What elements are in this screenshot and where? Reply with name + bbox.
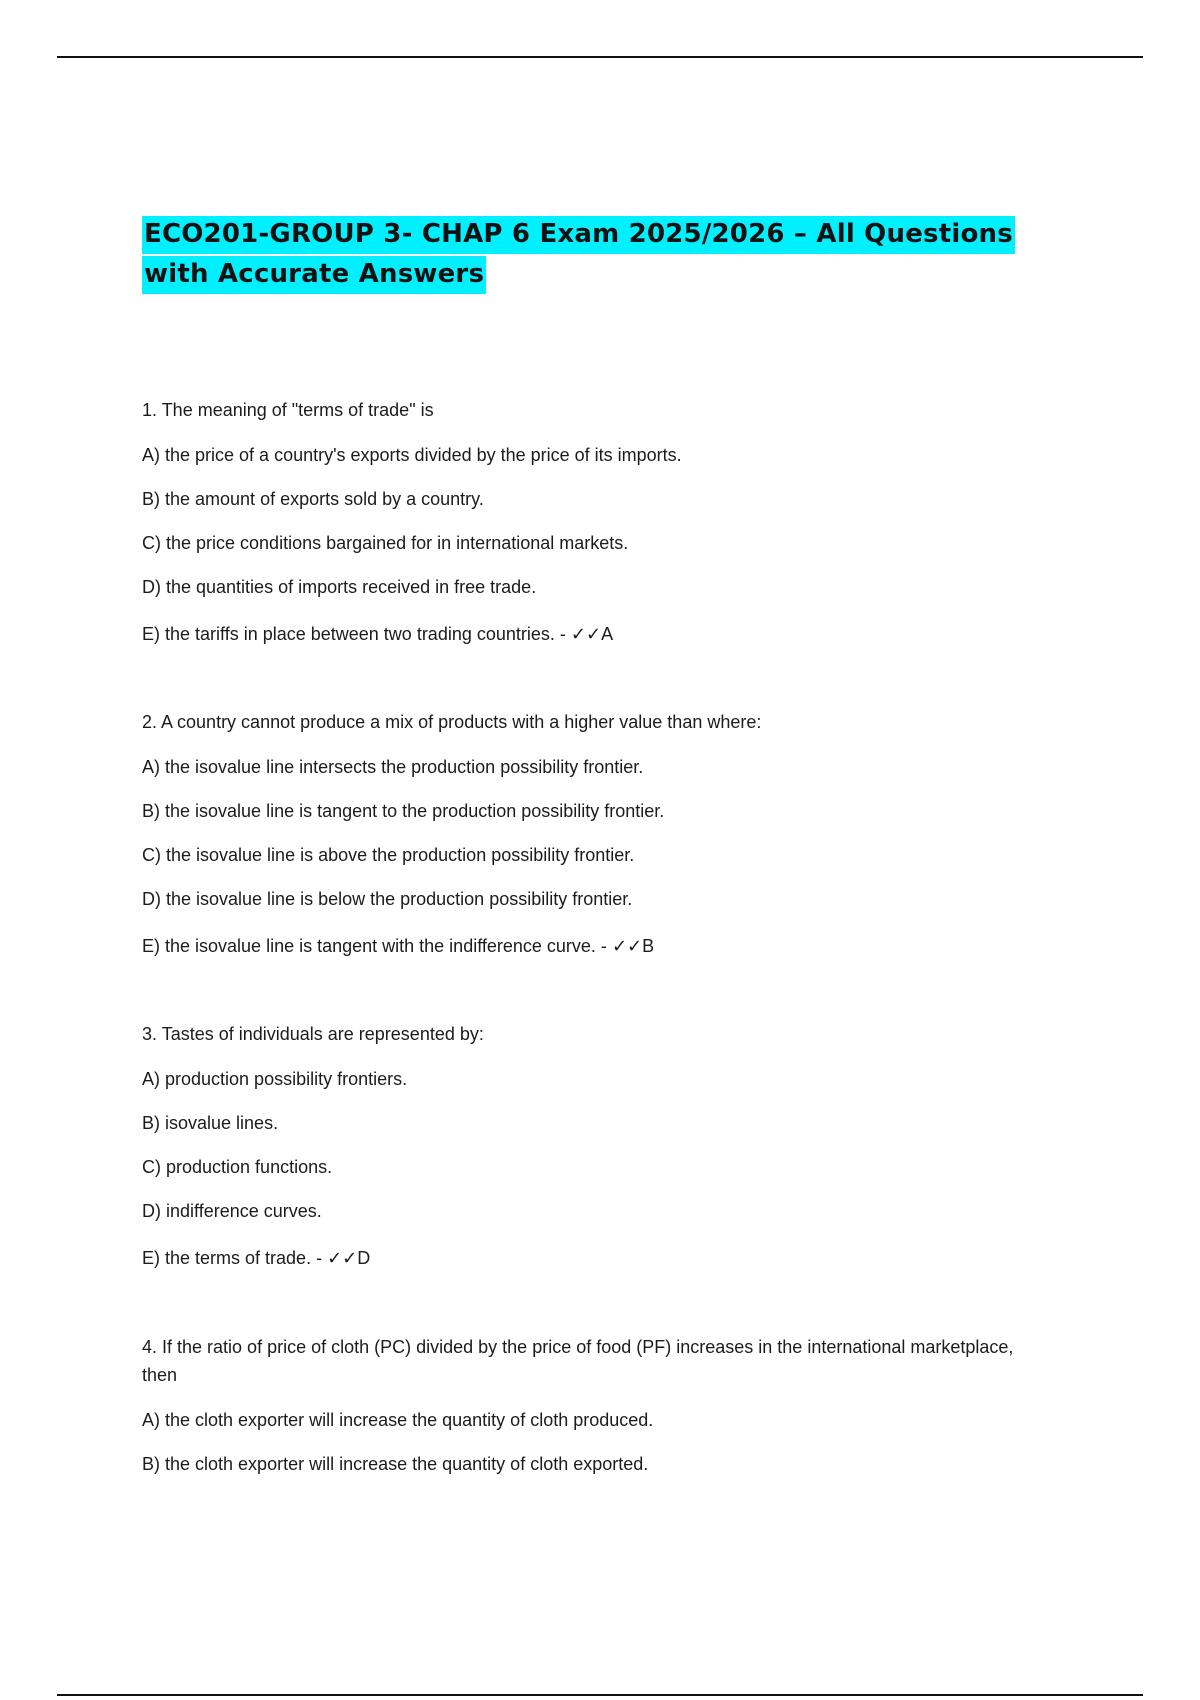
document-title (142, 214, 1042, 294)
question-4-option-a: A) the cloth exporter will increase the quantity of cloth produced. (142, 1410, 654, 1430)
question-1-option-e: E) the tariffs in place between two trading countries. - (142, 624, 566, 644)
title-line-1: ECO201-GROUP 3- CHAP 6 Exam 2025/2026 – All Questions (142, 216, 1015, 254)
answer-check-icon: ✓✓ (327, 1248, 358, 1269)
question-3-option-e: E) the terms of trade. - (142, 1248, 323, 1268)
bottom-rule (57, 1694, 1143, 1696)
top-rule (57, 56, 1143, 58)
question-3-option-d: D) indifference curves. (142, 1201, 322, 1221)
answer-check-icon: ✓✓ (611, 936, 643, 957)
question-2-option-e: E) the isovalue line is tangent with the indifference curve. - (142, 936, 607, 956)
question-1-option-b: B) the amount of exports sold by a country. (142, 489, 484, 509)
question-1-option-a: A) the price of a country's exports divided by the price of its imports. (142, 445, 682, 465)
question-2-option-b: B) the isovalue line is tangent to the production possibility frontier. (142, 801, 665, 821)
question-2-option-d: D) the isovalue line is below the production possibility frontier. (142, 889, 633, 909)
question-1-answer: A (601, 624, 614, 644)
question-2-option-c: C) the isovalue line is above the production possibility frontier. (142, 845, 635, 865)
question-2-option-a: A) the isovalue line intersects the production possibility frontier. (142, 757, 644, 777)
question-1-option-d: D) the quantities of imports received in free trade. (142, 577, 537, 597)
question-1-option-e-row (142, 620, 613, 649)
question-1-stem: 1. The meaning of "terms of trade" is (142, 400, 434, 420)
question-3-answer: D (357, 1248, 371, 1268)
question-3-option-c: C) production functions. (142, 1157, 333, 1177)
answer-check-icon: ✓✓ (570, 624, 602, 645)
question-3-option-e-row (142, 1244, 370, 1273)
title-line-2: with Accurate Answers (142, 256, 486, 294)
question-3-stem: 3. Tastes of individuals are represented by: (142, 1024, 484, 1044)
question-4-option-b: B) the cloth exporter will increase the quantity of cloth exported. (142, 1454, 649, 1474)
question-2-option-e-row (142, 932, 654, 961)
question-3-option-a: A) production possibility frontiers. (142, 1069, 408, 1089)
question-1-option-c: C) the price conditions bargained for in international markets. (142, 533, 629, 553)
question-4-stem: 4. If the ratio of price of cloth (PC) divided by the price of food (PF) increases in the international marketplace, then (142, 1337, 1014, 1385)
question-2-stem: 2. A country cannot produce a mix of products with a higher value than where: (142, 712, 762, 732)
question-3-option-b: B) isovalue lines. (142, 1113, 279, 1133)
question-2-answer: B (642, 936, 655, 956)
